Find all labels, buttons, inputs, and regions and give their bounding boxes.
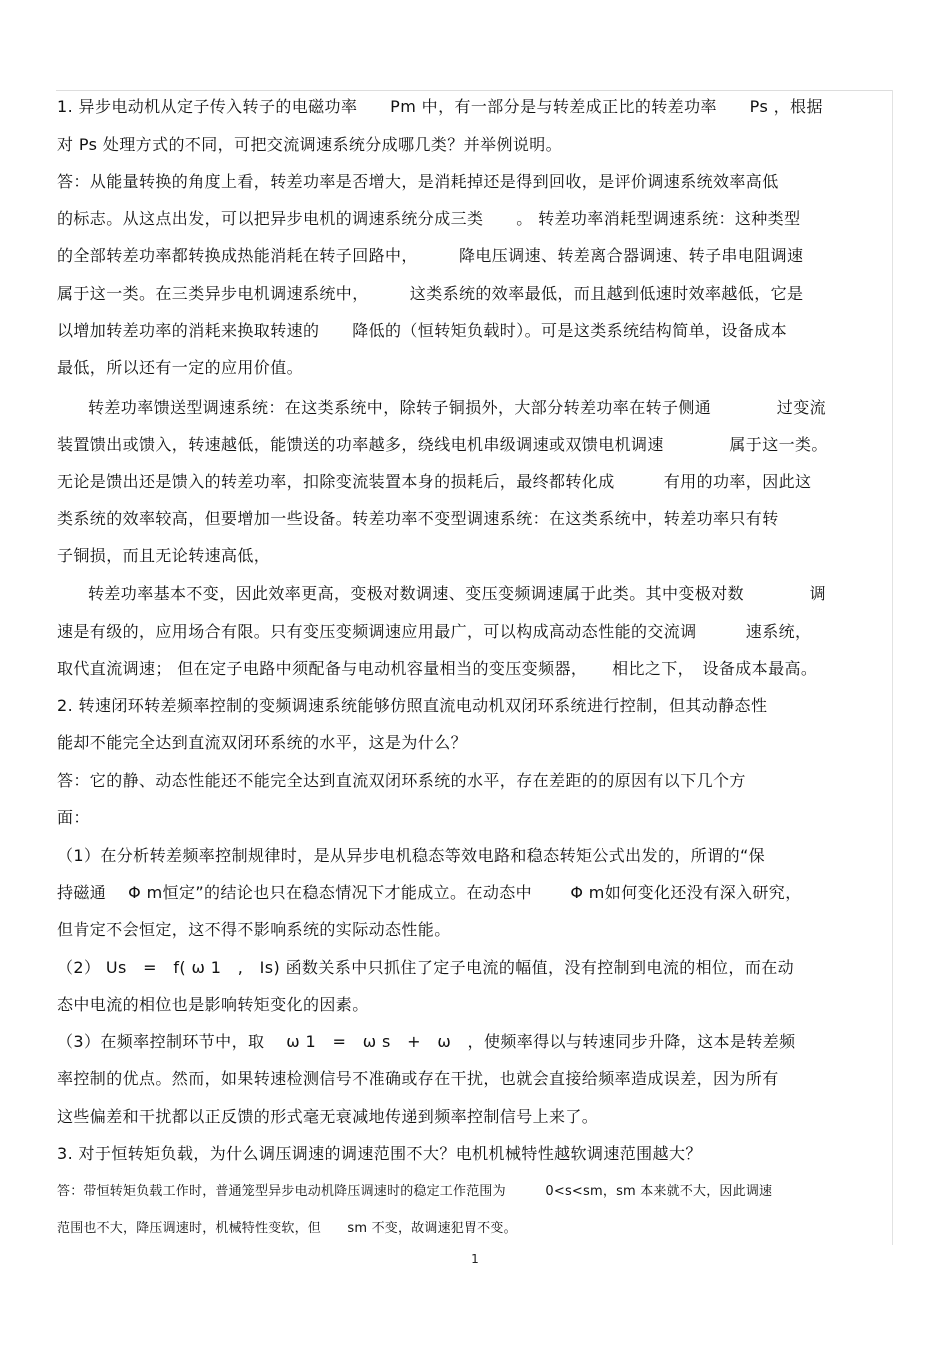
text-line: 子铜损，而且无论转速高低， <box>57 546 271 565</box>
text-line: 2. 转速闭环转差频率控制的变频调速系统能够仿照直流电动机双闭环系统进行控制，但其动静态性 <box>57 696 768 715</box>
text-line: （2） Us = f( ω 1 , Is) 函数关系中只抓住了定子电流的幅值，没有控制到电流的相位，而在动 <box>57 958 795 977</box>
text-line: 持磁通 Φ m恒定”的结论也只在稳态情况下才能成立。在动态中 Φ m如何变化还没有深入研究， <box>57 883 802 902</box>
text-line: 属于这一类。在三类异步电机调速系统中， 这类系统的效率最低，而且越到低速时效率越低，它是 <box>57 284 804 303</box>
text-line: 类系统的效率较高，但要增加一些设备。转差功率不变型调速系统：在这类系统中，转差功率只有转 <box>57 509 779 528</box>
text-line: 1. 异步电动机从定子传入转子的电磁功率 Pm 中，有一部分是与转差成正比的转差功率 Ps ，根据 <box>57 97 823 116</box>
text-line: 以增加转差功率的消耗来换取转速的 降低的（恒转矩负载时）。可是这类系统结构简单，设备成本 <box>57 321 788 340</box>
text-line: 能却不能完全达到直流双闭环系统的水平，这是为什么？ <box>57 733 468 752</box>
text-line: 答：带恒转矩负载工作时，普通笼型异步电动机降压调速时的稳定工作范围为 0<s<sm，sm 本来就不大，因此调速 <box>57 1184 773 1199</box>
text-line: 答：它的静、动态性能还不能完全达到直流双闭环系统的水平，存在差距的的原因有以下几个方 <box>57 771 746 790</box>
text-line: 但肯定不会恒定，这不得不影响系统的实际动态性能。 <box>57 920 451 939</box>
text-line: 速是有级的，应用场合有限。只有变压变频调速应用最广，可以构成高动态性能的交流调 速系统， <box>57 622 812 641</box>
text-line: 面： <box>57 808 90 827</box>
text-line: 的标志。从这点出发，可以把异步电机的调速系统分成三类 。 转差功率消耗型调速系统：这种类型 <box>57 209 801 228</box>
text-line: 范围也不大，降压调速时，机械特性变软，但 sm 不变，故调速犯胃不变。 <box>57 1221 517 1236</box>
text-line: 率控制的优点。然而，如果转速检测信号不准确或存在干扰，也就会直接给频率造成误差，因为所有 <box>57 1069 779 1088</box>
text-line: 装置馈出或馈入，转速越低，能馈送的功率越多，绕线电机串级调速或双馈电机调速 属于这一类。 <box>57 435 828 454</box>
page-number: 1 <box>471 1252 479 1266</box>
text-line: 态中电流的相位也是影响转矩变化的因素。 <box>57 995 369 1014</box>
text-line: （1）在分析转差频率控制规律时，是从异步电机稳态等效电路和稳态转矩公式出发的，所谓的“保 <box>57 846 766 865</box>
text-line: 的全部转差功率都转换成热能消耗在转子回路中， 降电压调速、转差离合器调速、转子串电阻调速 <box>57 246 804 265</box>
text-line: 3. 对于恒转矩负载，为什么调压调速的调速范围不大？电机机械特性越软调速范围越大？ <box>57 1144 702 1163</box>
text-line: 对 Ps 处理方式的不同，可把交流调速系统分成哪几类？并举例说明。 <box>57 135 563 154</box>
text-line: 无论是馈出还是馈入的转差功率，扣除变流装置本身的损耗后，最终都转化成 有用的功率，因此这 <box>57 472 812 491</box>
page-frame-top <box>56 90 893 91</box>
text-line: （3）在频率控制环节中，取 ω 1 = ω s + ω ，使频率得以与转速同步升降，这本是转差频 <box>57 1032 796 1051</box>
text-line: 取代直流调速； 但在定子电路中须配备与电动机容量相当的变压变频器， 相比之下， 设备成本最高。 <box>57 659 818 678</box>
text-line: 转差功率馈送型调速系统：在这类系统中，除转子铜损外，大部分转差功率在转子侧通 过变流 <box>88 398 827 417</box>
text-line: 这些偏差和干扰都以正反馈的形式毫无衰减地传递到频率控制信号上来了。 <box>57 1107 599 1126</box>
text-line: 最低，所以还有一定的应用价值。 <box>57 358 304 377</box>
text-line: 答：从能量转换的角度上看，转差功率是否增大，是消耗掉还是得到回收，是评价调速系统效率高低 <box>57 172 779 191</box>
text-line: 转差功率基本不变，因此效率更高，变极对数调速、变压变频调速属于此类。其中变极对数 调 <box>88 584 827 603</box>
